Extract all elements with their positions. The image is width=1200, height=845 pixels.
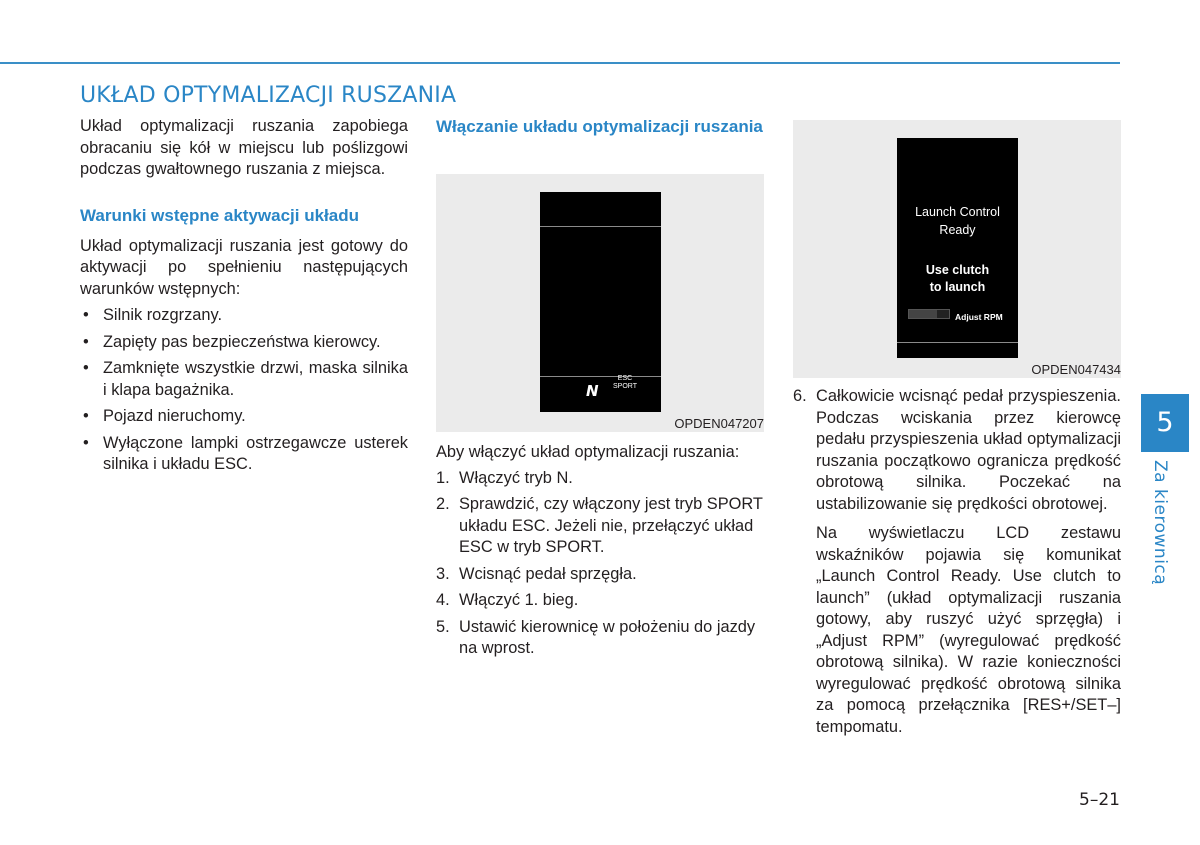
esc-sport-indicator [586, 373, 644, 400]
section-title: UKŁAD OPTYMALIZACJI RUSZANIA [80, 83, 457, 108]
activation-lead: Aby włączyć układ optymalizacji ruszania: [436, 443, 740, 461]
lcd-line: to launch [929, 280, 986, 294]
lcd-adjust-rpm: Adjust RPM [955, 312, 1003, 322]
activation-steps [436, 468, 764, 660]
preconditions-list [80, 305, 408, 476]
list-item [80, 358, 408, 401]
step-number: 2. [436, 495, 450, 513]
bullet-mark: • [83, 433, 89, 452]
list-item-text: Zapięty pas bezpieczeństwa kierowcy. [103, 332, 381, 351]
list-item [436, 590, 764, 612]
launch-control-figure [793, 120, 1121, 378]
step-number: 1. [436, 468, 450, 487]
chapter-label: Za kierownicą [1150, 460, 1170, 586]
list-item-text: Silnik rozgrzany. [103, 306, 223, 324]
bullet-mark: • [83, 332, 89, 351]
lcd-line: Ready [939, 223, 976, 237]
step-text: Włączyć tryb N. [459, 468, 573, 487]
list-item [436, 617, 764, 660]
intro-paragraph: Układ optymalizacji ruszania zapobiega obracaniu się kół w miejscu lub poślizgowi podczas gwałtownego ruszania z miejsca. [80, 117, 408, 178]
bullet-mark: • [83, 407, 89, 425]
n-mode-icon: N [586, 382, 598, 400]
step-number: 5. [436, 617, 450, 636]
top-rule [0, 62, 1120, 64]
step-number: 4. [436, 591, 450, 609]
activation-heading: Włączanie układu optymalizacji ruszania [436, 117, 763, 136]
column-2 [436, 116, 764, 665]
lcd-line: Launch Control [915, 205, 1000, 219]
figure-code: OPDEN047434 [1031, 362, 1121, 377]
step-text: Ustawić kierownicę w położeniu do jazdy na wprost. [459, 617, 756, 657]
cluster-display [897, 138, 1018, 358]
list-item [436, 564, 764, 586]
list-item [436, 468, 764, 490]
list-item [80, 332, 408, 354]
step-number: 3. [436, 564, 450, 583]
cluster-display [540, 192, 661, 412]
lcd-line: Use clutch [925, 263, 990, 277]
list-item [80, 305, 408, 327]
list-item-text: Wyłączone lampki ostrzegawcze usterek silnika i układu ESC. [103, 433, 408, 473]
chapter-tab: 5 [1141, 394, 1189, 452]
esc-label-line1: ESC [617, 375, 633, 382]
list-item [793, 386, 1121, 515]
step-text: Włączyć 1. bieg. [459, 591, 579, 609]
display-divider [540, 226, 661, 227]
lcd-message-note: Na wyświetlaczu LCD zestawu wskaźników pojawia się komunikat „Launch Control Ready. Use clutch to launch” (układ optymalizacji ruszania gotowy, aby ruszyć użyć sprzęgła) i „Adjust RPM” (wyregulować prędkość obrotową silnika). W razie konieczności wyregulować prędkość obrotową silnika za pomocą przełącznika [RES+/SET–] tempomatu. [816, 524, 1121, 736]
step-text: Sprawdzić, czy włączony jest tryb SPORT układu ESC. Jeżeli nie, przełączyć układ ESC w tryb SPORT. [459, 495, 763, 556]
preconditions-heading: Warunki wstępne aktywacji układu [80, 205, 360, 225]
esc-sport-figure [436, 174, 764, 432]
launch-steps [793, 386, 1121, 515]
step-text: Wcisnąć pedał sprzęgła. [459, 564, 637, 583]
esc-label-line2: SPORT [613, 383, 637, 390]
page-number: 5–21 [1079, 790, 1120, 810]
list-item [80, 433, 408, 476]
figure-code: OPDEN047207 [674, 416, 764, 431]
step-text: Całkowicie wcisnąć pedał przyspieszenia. Podczas wciskania przez kierowcę pedału przyspieszenia układ optymalizacji ruszania początkowo ogranicza prędkość obrotową silnika. Poczekać na ustabilizowanie się prędkości obrotowej. [816, 387, 1121, 513]
rpm-gauge-icon [908, 309, 950, 319]
list-item [436, 494, 764, 559]
bullet-mark: • [83, 359, 89, 377]
list-item-text: Pojazd nieruchomy. [103, 407, 246, 425]
bullet-mark: • [83, 306, 89, 324]
display-divider [897, 342, 1018, 343]
column-1 [80, 116, 408, 481]
esc-sport-label [613, 375, 637, 391]
step-number: 6. [793, 387, 807, 405]
column-3 [793, 120, 1121, 738]
list-item-text: Zamknięte wszystkie drzwi, maska silnika i klapa bagażnika. [103, 359, 408, 399]
preconditions-lead: Układ optymalizacji ruszania jest gotowy do aktywacji po spełnieniu następujących warunków wstępnych: [80, 236, 408, 298]
list-item [80, 406, 408, 428]
